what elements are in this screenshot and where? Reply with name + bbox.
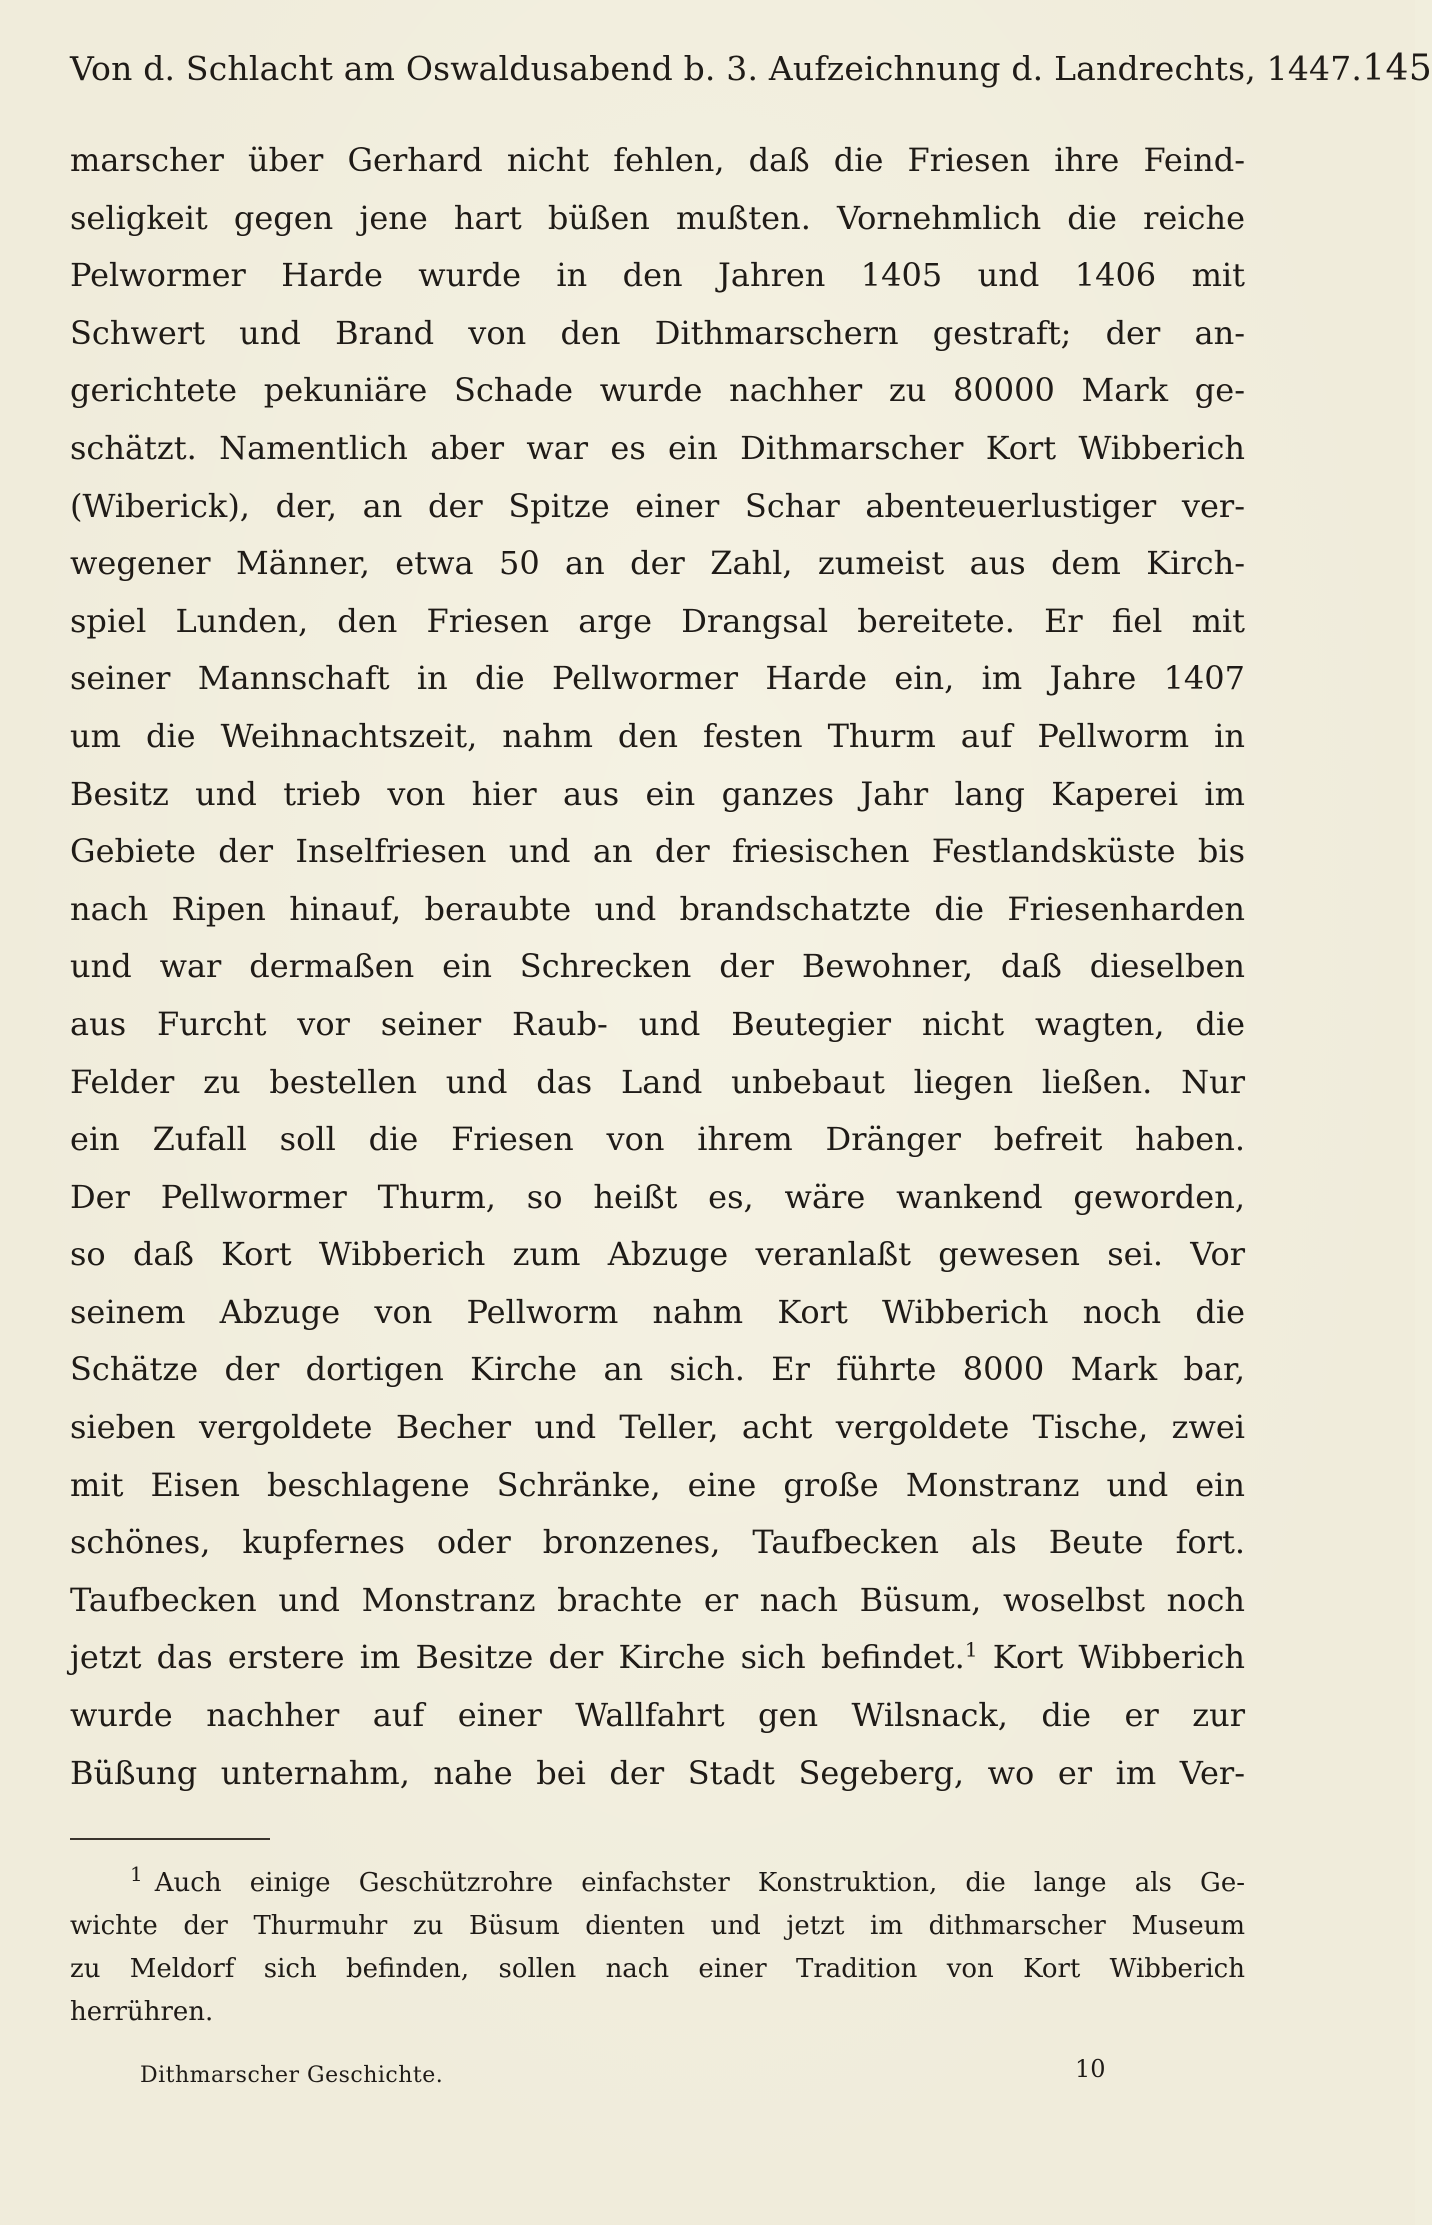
footnote-line: herrühren. (70, 1997, 214, 2027)
text-line: seinem Abzuge von Pellworm nahm Kort Wibberich noch die (70, 1292, 1245, 1331)
text-line: Büßung unternahm, nahe bei der Stadt Segeberg, wo er im Ver- (70, 1753, 1245, 1792)
sheet-number: 10 (1075, 2055, 1106, 2083)
text-line: nach Ripen hinauf, beraubte und brandschatzte die Friesenharden (70, 889, 1245, 928)
text-line: schätzt. Namentlich aber war es ein Dithmarscher Kort Wibberich (70, 428, 1245, 467)
text-line: um die Weihnachtszeit, nahm den festen Thurm auf Pellworm in (70, 716, 1245, 755)
text-line-end: Kort Wibberich (992, 1638, 1246, 1677)
text-line: schönes, kupfernes oder bronzenes, Taufbecken als Beute fort. (70, 1523, 1245, 1562)
text-line: Pelwormer Harde wurde in den Jahren 1405 und 1406 mit (70, 256, 1245, 295)
body-text (70, 132, 1245, 1802)
text-line: gerichtete pekuniäre Schade wurde nachher zu 80000 Mark ge- (70, 371, 1245, 410)
text-line: seligkeit gegen jene hart büßen mußten. Vornehmlich die reiche (70, 198, 1245, 237)
text-line: Schätze der dortigen Kirche an sich. Er führte 8000 Mark bar, (70, 1350, 1245, 1389)
text-line: marscher über Gerhard nicht fehlen, daß die Friesen ihre Feind- (70, 141, 1245, 179)
text-line: Schwert und Brand von den Dithmarschern gestraft; der an- (70, 313, 1245, 352)
footnote-text: Auch einige Geschützrohre einfachster Konstruktion, die lange als Ge- (154, 1868, 1245, 1898)
text-line: seiner Mannschaft in die Pellwormer Harde ein, im Jahre 1407 (70, 659, 1245, 698)
page-number: 145 (1362, 48, 1432, 89)
footnote-line: zu Meldorf sich befinden, sollen nach einer Tradition von Kort Wibberich (70, 1954, 1245, 1984)
running-title: Von d. Schlacht am Oswaldusabend b. 3. Aufzeichnung d. Landrechts, 1447. (70, 49, 1363, 88)
text-line: mit Eisen beschlagene Schränke, eine große Monstranz und ein (70, 1465, 1245, 1504)
text-line: Gebiete der Inselfriesen und an der friesischen Festlandsküste bis (70, 832, 1245, 871)
text-line: Felder zu bestellen und das Land unbebaut liegen ließen. Nur (70, 1062, 1245, 1101)
text-line: sieben vergoldete Becher und Teller, acht vergoldete Tische, zwei (70, 1408, 1245, 1447)
text-line: Der Pellwormer Thurm, so heißt es, wäre wankend geworden, (70, 1177, 1245, 1216)
footnote-line (70, 1862, 1245, 1905)
footnote-number: 1 (130, 1862, 143, 1887)
text-line: aus Furcht vor seiner Raub- und Beutegier nicht wagten, die (70, 1004, 1245, 1043)
text-line: Taufbecken und Monstranz brachte er nach Büsum, woselbst noch (70, 1580, 1245, 1619)
text-line: und war dermaßen ein Schrecken der Bewohner, daß dieselben (70, 947, 1245, 986)
text-line: spiel Lunden, den Friesen arge Drangsal bereitete. Er fiel mit (70, 601, 1245, 640)
text-line: Besitz und trieb von hier aus ein ganzes Jahr lang Kaperei im (70, 774, 1245, 813)
text-line: wurde nachher auf einer Wallfahrt gen Wilsnack, die er zur (70, 1696, 1245, 1735)
text-line-start: jetzt das erstere im Besitze der Kirche sich befindet. (70, 1638, 965, 1677)
footnote-reference[interactable]: 1 (964, 1637, 978, 1662)
text-line: ein Zufall soll die Friesen von ihrem Dränger befreit haben. (70, 1120, 1245, 1159)
footnote-line: wichte der Thurmuhr zu Büsum dienten und jetzt im dithmarscher Museum (70, 1911, 1245, 1941)
footnote (70, 1862, 1245, 2034)
text-line-with-footnote (70, 1629, 1245, 1687)
text-line: wegener Männer, etwa 50 an der Zahl, zumeist aus dem Kirch- (70, 544, 1245, 583)
printer-signature: Dithmarscher Geschichte. (140, 2063, 444, 2088)
text-line: so daß Kort Wibberich zum Abzuge veranlaßt gewesen sei. Vor (70, 1235, 1245, 1274)
running-head (70, 48, 1432, 98)
text-line: (Wiberick), der, an der Spitze einer Schar abenteuerlustiger ver- (70, 486, 1245, 525)
footnote-divider (70, 1838, 270, 1840)
